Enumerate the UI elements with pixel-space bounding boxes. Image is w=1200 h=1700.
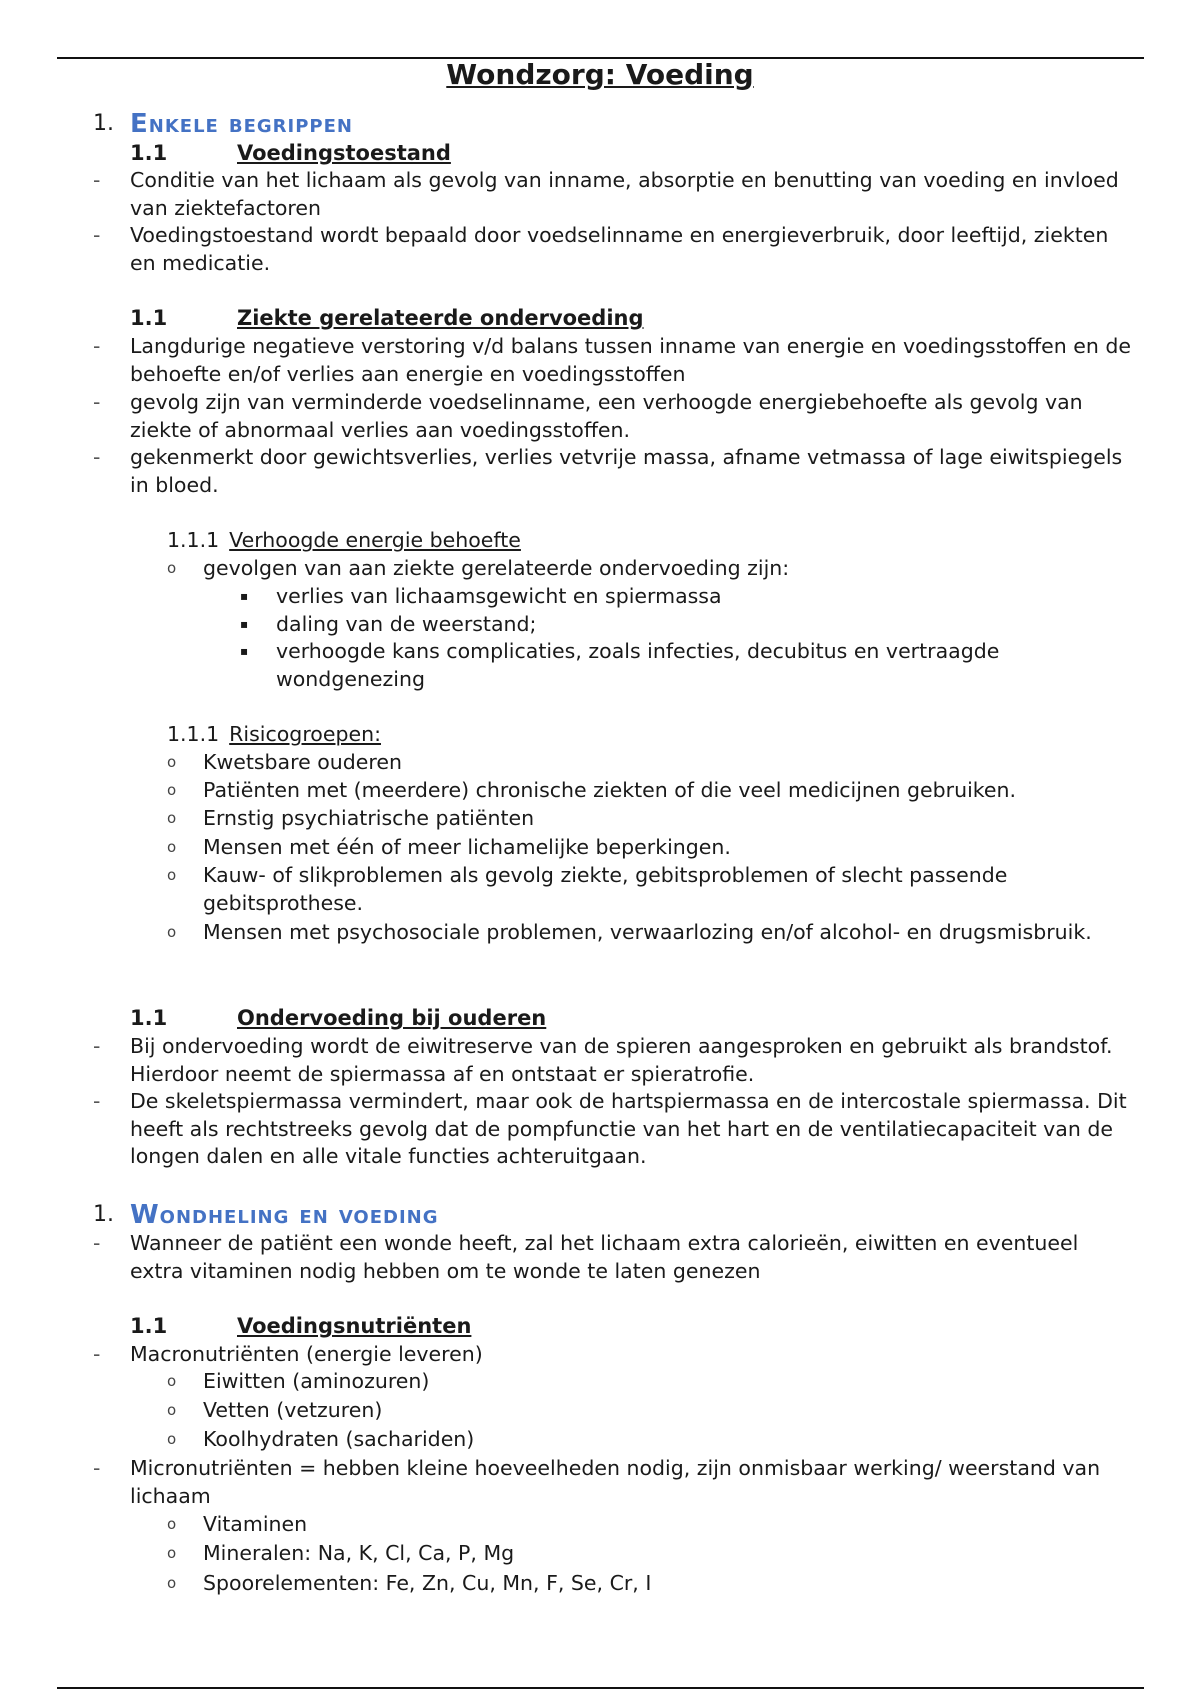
dash-bullet: -	[93, 1231, 101, 1255]
subsubsection-heading-row	[167, 721, 381, 749]
list-item-text: verhoogde kans complicaties, zoals infecties, decubitus en vertraagde wondgenezing	[276, 639, 1000, 691]
subsection-number: 1.1	[130, 1006, 168, 1030]
list-item-text: gevolgen van aan ziekte gerelateerde ondervoeding zijn:	[203, 556, 790, 580]
list-item	[93, 1455, 1133, 1510]
section-heading: Enkele begrippen	[130, 109, 353, 139]
list-item-text: Langdurige negatieve verstoring v/d balans tussen inname van energie en voedingsstoffen en de behoefte en/of verlies aan energie en voedingsstoffen	[130, 334, 1131, 386]
list-item	[167, 805, 1097, 833]
list-item-text: Kauw- of slikproblemen als gevolg ziekte, gebitsproblemen of slecht passende gebitsprothese.	[203, 863, 1008, 915]
dash-bullet: -	[93, 1342, 101, 1366]
circle-bullet: o	[167, 923, 177, 941]
list-item-text: daling van de weerstand;	[276, 612, 537, 636]
list-item-text: Koolhydraten (sachariden)	[203, 1427, 475, 1451]
dash-bullet: -	[93, 1034, 101, 1058]
list-item-text: Eiwitten (aminozuren)	[203, 1369, 430, 1393]
list-item-text: Mensen met psychosociale problemen, verwaarlozing en/of alcohol- en drugsmisbruik.	[203, 920, 1092, 944]
subsection-heading: Voedingstoestand	[237, 141, 451, 165]
list-item	[93, 1088, 1133, 1171]
list-item-text: Spoorelementen: Fe, Zn, Cu, Mn, F, Se, Cr, I	[203, 1571, 652, 1595]
list-item-text: Vetten (vetzuren)	[203, 1398, 383, 1422]
list-item	[93, 389, 1133, 444]
list-item	[93, 167, 1133, 222]
list-item-text: Conditie van het lichaam als gevolg van inname, absorptie en benutting van voeding en invloed van ziektefactoren	[130, 168, 1119, 220]
list-item-text: Mensen met één of meer lichamelijke beperkingen.	[203, 835, 731, 859]
square-bullet: ▪	[240, 644, 249, 658]
subsection-heading: Voedingsnutriënten	[237, 1314, 472, 1338]
circle-bullet: o	[167, 809, 177, 827]
list-item-text: Voedingstoestand wordt bepaald door voedselinname en energieverbruik, door leeftijd, ziekten en medicatie.	[130, 223, 1109, 275]
list-item	[93, 222, 1133, 277]
list-item	[167, 1570, 1097, 1598]
list-item-text: Patiënten met (meerdere) chronische ziekten of die veel medicijnen gebruiken.	[203, 778, 1017, 802]
list-item-text: Micronutriënten = hebben kleine hoeveelheden nodig, zijn onmisbaar werking/ weerstand van lichaam	[130, 1456, 1101, 1508]
list-item	[167, 1540, 1097, 1568]
dash-bullet: -	[93, 390, 101, 414]
list-item-text: gevolg zijn van verminderde voedselinname, een verhoogde energiebehoefte als gevolg van ziekte of abnormaal verlies aan voedingsstoffen.	[130, 390, 1083, 442]
list-item-text: De skeletspiermassa vermindert, maar ook de hartspiermassa en de intercostale spiermassa. Dit heeft als rechtstreeks gevolg dat de pompfunctie van het hart en de ventilatiecapaciteit van de longen dalen en alle vitale functies achteruitgaan.	[130, 1089, 1127, 1168]
page-title: Wondzorg: Voeding	[446, 58, 754, 91]
list-item	[240, 583, 1080, 611]
circle-bullet: o	[167, 1372, 177, 1390]
list-item-text: Bij ondervoeding wordt de eiwitreserve van de spieren aangesproken en gebruikt als brandstof. Hierdoor neemt de spiermassa af en ontstaat er spieratrofie.	[130, 1034, 1113, 1086]
dash-bullet: -	[93, 168, 101, 192]
list-item	[167, 919, 1097, 947]
circle-bullet: o	[167, 1401, 177, 1419]
list-item	[167, 862, 1097, 917]
list-item-text: Vitaminen	[203, 1512, 308, 1536]
list-item	[93, 1230, 1133, 1285]
dash-bullet: -	[93, 1089, 101, 1113]
dash-bullet: -	[93, 1456, 101, 1480]
list-item-text: Wanneer de patiënt een wonde heeft, zal het lichaam extra calorieën, eiwitten en eventueel extra vitaminen nodig hebben om te wonde te laten genezen	[130, 1231, 1079, 1283]
section-number: 1.	[93, 1202, 114, 1227]
subsubsection-heading: Risicogroepen:	[229, 722, 381, 746]
subsubsection-number: 1.1.1	[167, 722, 220, 746]
circle-bullet: o	[167, 866, 177, 884]
list-item-text: gekenmerkt door gewichtsverlies, verlies vetvrije massa, afname vetmassa of lage eiwitspiegels in bloed.	[130, 445, 1123, 497]
circle-bullet: o	[167, 1515, 177, 1533]
circle-bullet: o	[167, 1574, 177, 1592]
dash-bullet: -	[93, 223, 101, 247]
list-item-text: Ernstig psychiatrische patiënten	[203, 806, 535, 830]
subsection-number: 1.1	[130, 141, 168, 165]
circle-bullet: o	[167, 559, 177, 577]
subsection-heading: Ondervoeding bij ouderen	[237, 1006, 547, 1030]
list-item	[93, 1341, 1133, 1369]
list-item	[167, 555, 1097, 583]
list-item	[167, 777, 1097, 805]
list-item	[167, 1397, 1097, 1425]
subsection-number: 1.1	[130, 306, 168, 330]
subsubsection-heading: Verhoogde energie behoefte	[229, 528, 521, 552]
section-heading: Wondheling en voeding	[130, 1200, 439, 1230]
list-item	[167, 1511, 1097, 1539]
list-item	[93, 1033, 1133, 1088]
list-item-text: Mineralen: Na, K, Cl, Ca, P, Mg	[203, 1541, 515, 1565]
list-item-text: verlies van lichaamsgewicht en spiermassa	[276, 584, 722, 608]
list-item	[93, 444, 1133, 499]
subsubsection-heading-row	[167, 527, 521, 555]
list-item	[167, 1368, 1097, 1396]
subsection-heading: Ziekte gerelateerde ondervoeding	[237, 306, 644, 330]
list-item	[167, 749, 1097, 777]
subsubsection-number: 1.1.1	[167, 528, 220, 552]
circle-bullet: o	[167, 781, 177, 799]
list-item	[167, 834, 1097, 862]
square-bullet: ▪	[240, 617, 249, 631]
list-item	[167, 1426, 1097, 1454]
dash-bullet: -	[93, 334, 101, 358]
list-item-text: Macronutriënten (energie leveren)	[130, 1342, 483, 1366]
list-item	[240, 611, 1080, 639]
section-number: 1.	[93, 111, 114, 136]
list-item-text: Kwetsbare ouderen	[203, 750, 402, 774]
circle-bullet: o	[167, 838, 177, 856]
circle-bullet: o	[167, 753, 177, 771]
list-item	[240, 638, 1080, 693]
subsection-number: 1.1	[130, 1314, 168, 1338]
dash-bullet: -	[93, 445, 101, 469]
bottom-rule	[57, 1687, 1144, 1689]
circle-bullet: o	[167, 1430, 177, 1448]
list-item	[93, 333, 1133, 388]
square-bullet: ▪	[240, 589, 249, 603]
circle-bullet: o	[167, 1544, 177, 1562]
